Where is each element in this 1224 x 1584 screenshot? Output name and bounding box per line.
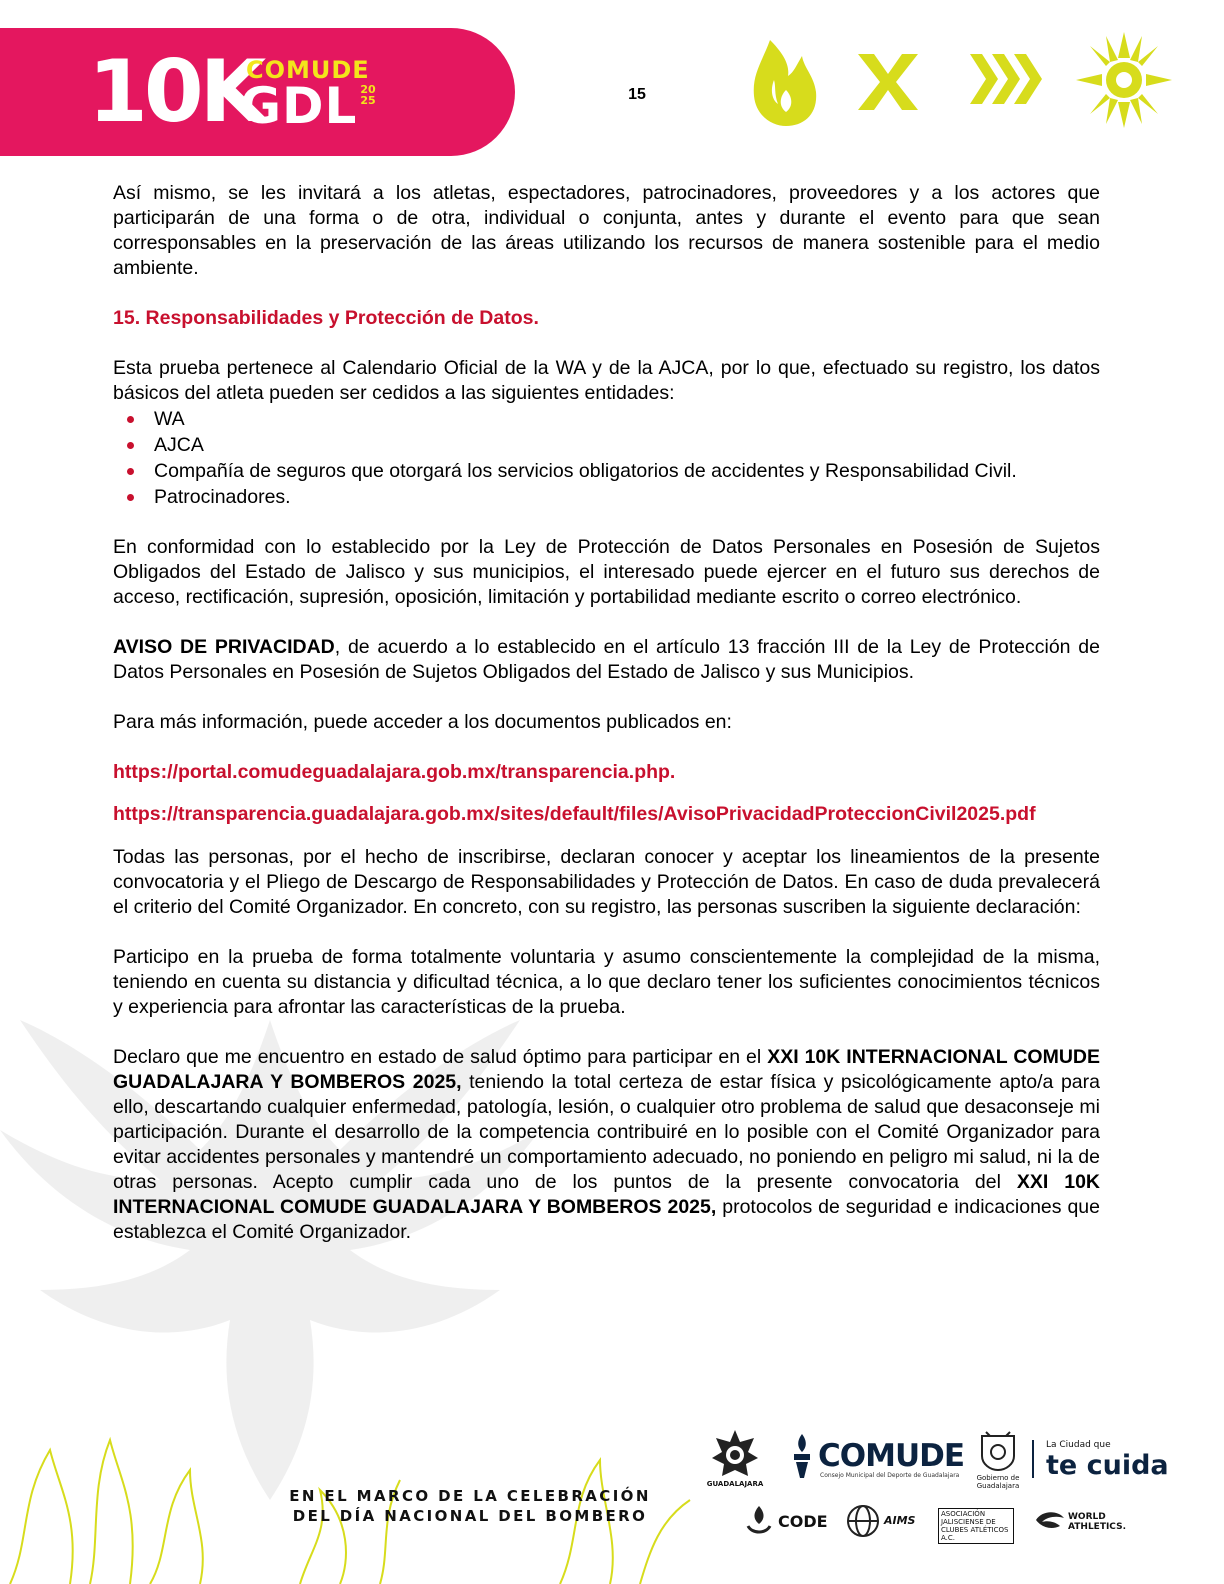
logo-year: 2025: [360, 83, 376, 107]
code-logo-icon: [744, 1504, 774, 1536]
footer-celebration-text: EN EL MARCO DE LA CELEBRACIÓN DEL DÍA NACIONAL DEL BOMBERO: [289, 1487, 651, 1525]
guadalajara-crest-icon: [976, 1430, 1020, 1472]
bullet-icon: [127, 468, 134, 475]
list-item: WA: [113, 406, 1100, 432]
flame-icon: [748, 34, 822, 130]
fire-department-badge-icon: [710, 1428, 760, 1478]
comude-logo: COMUDE: [818, 1438, 965, 1474]
privacy-notice-link[interactable]: https://transparencia.guadalajara.gob.mx/sites/default/files/AvisoPrivacidadProteccionCivil2025.pdf: [113, 803, 1036, 825]
aims-globe-icon: [846, 1504, 880, 1538]
x-icon: [856, 52, 920, 112]
list-item: AJCA: [113, 432, 1100, 458]
te-cuida-text: te cuida: [1046, 1450, 1169, 1481]
conformity-paragraph: En conformidad con lo establecido por la Ley de Protección de Datos Personales en Posesión de Sujetos Obligados del Estado de Jalisco y sus municipios, el interesado puede ejercer en el futuro sus derechos de acceso, rectificación, supresión, oposición, limitación y portabilidad mediante escrito o correo electrónico.: [113, 536, 1100, 608]
bullet-icon: [127, 442, 134, 449]
more-info-paragraph: Para más información, puede acceder a los documentos publicados en:: [113, 711, 732, 733]
torch-icon: [790, 1432, 814, 1480]
transparency-link[interactable]: https://portal.comudeguadalajara.gob.mx/transparencia.php.: [113, 761, 676, 783]
logo-10k: 10K: [88, 42, 263, 142]
voluntary-paragraph: Participo en la prueba de forma totalmente voluntaria y asumo conscientemente la complejidad de la misma, teniendo en cuenta su distancia y dificultad técnica, a lo que declaro tener los suficientes conocimientos técnicos y experiencia para afrontar las características de la prueba.: [113, 946, 1100, 1018]
code-logo-text: CODE: [778, 1512, 828, 1531]
logo-comude-text: COMUDE: [246, 56, 370, 84]
privacy-title: AVISO DE PRIVACIDAD: [113, 636, 335, 658]
chevrons-icon: [968, 50, 1044, 108]
world-athletics-text: WORLD ATHLETICS.: [1068, 1512, 1126, 1532]
document-body: [113, 181, 1100, 1245]
list-item: Compañía de seguros que otorgará los servicios obligatorios de accidentes y Responsabilidad Civil.: [113, 458, 1100, 484]
privacy-paragraph: AVISO DE PRIVACIDAD, de acuerdo a lo establecido en el artículo 13 fracción III de la Ley de Protección de Datos Personales en Posesión de Sujetos Obligados del Estado de Jalisco y sus Municipios.: [113, 636, 1100, 683]
sun-icon: [1076, 32, 1172, 128]
page-number: 15: [628, 86, 646, 103]
logo-divider: [1032, 1440, 1034, 1478]
health-paragraph: Declaro que me encuentro en estado de salud óptimo para participar en el XXI 10K INTERNACIONAL COMUDE GUADALAJARA Y BOMBEROS 2025, teniendo la total certeza de estar física y psicológicamente apto/a para ello, descartando cualquier enfermedad, patología, lesión, o cualquier otro problema de salud que desaconseje mi participación. Durante el desarrollo de la competencia contribuiré en lo posible con el Comité Organizador para evitar accidentes personales y mantendré un comportamiento adecuado, no poniendo en peligro mi salud, ni la de otras personas. Acepto cumplir cada uno de los puntos de la presente convocatoria del XXI 10K INTERNACIONAL COMUDE GUADALAJARA Y BOMBEROS 2025, protocolos de seguridad e indicaciones que establezca el Comité Organizador.: [113, 1046, 1100, 1243]
event-name: XXI 10K INTERNACIONAL COMUDE GUADALAJARA Y BOMBEROS 2025,: [113, 1046, 1100, 1093]
aims-logo-text: AIMS: [884, 1514, 916, 1527]
comude-subtitle: Consejo Municipal del Deporte de Guadalajara: [820, 1472, 960, 1479]
calendar-paragraph: Esta prueba pertenece al Calendario Oficial de la WA y de la AJCA, por lo que, efectuado su registro, los datos básicos del atleta pueden ser cedidos a las siguientes entidades:: [113, 357, 1100, 404]
intro-paragraph: Así mismo, se les invitará a los atletas, espectadores, patrocinadores, proveedores y a los actores que participarán de una forma o de otra, individual o conjunta, antes y durante el evento para que sean corresponsables en la preservación de las áreas utilizando los recursos de manera sostenible para el medio ambiente.: [113, 182, 1100, 279]
entities-list: [113, 406, 1100, 510]
section-heading: 15. Responsabilidades y Protección de Datos.: [113, 307, 539, 329]
gobierno-guadalajara-caption: Gobierno de Guadalajara: [976, 1474, 1020, 1490]
ciudad-que-text: La Ciudad que: [1046, 1440, 1111, 1450]
clubes-atleticos-logo: ASOCIACIÓN JALISCIENSE DE CLUBES ATLÉTICOS A.C.: [938, 1508, 1014, 1544]
list-item: Patrocinadores.: [113, 484, 1100, 510]
event-name: XXI 10K INTERNACIONAL COMUDE GUADALAJARA Y BOMBEROS 2025,: [113, 1171, 1100, 1218]
declaration-intro-paragraph: Todas las personas, por el hecho de inscribirse, declaran conocer y aceptar los lineamientos de la presente convocatoria y el Pliego de Descargo de Responsabilidades y Protección de Datos. En caso de duda prevalecerá el criterio del Comité Organizador. En concreto, con su registro, las personas suscriben la siguiente declaración:: [113, 846, 1100, 918]
bullet-icon: [127, 494, 134, 501]
bullet-icon: [127, 416, 134, 423]
world-athletics-icon: [1034, 1508, 1066, 1530]
logo-gdl-text: GDL: [240, 77, 358, 135]
guadalajara-caption: GUADALAJARA: [706, 1480, 764, 1488]
